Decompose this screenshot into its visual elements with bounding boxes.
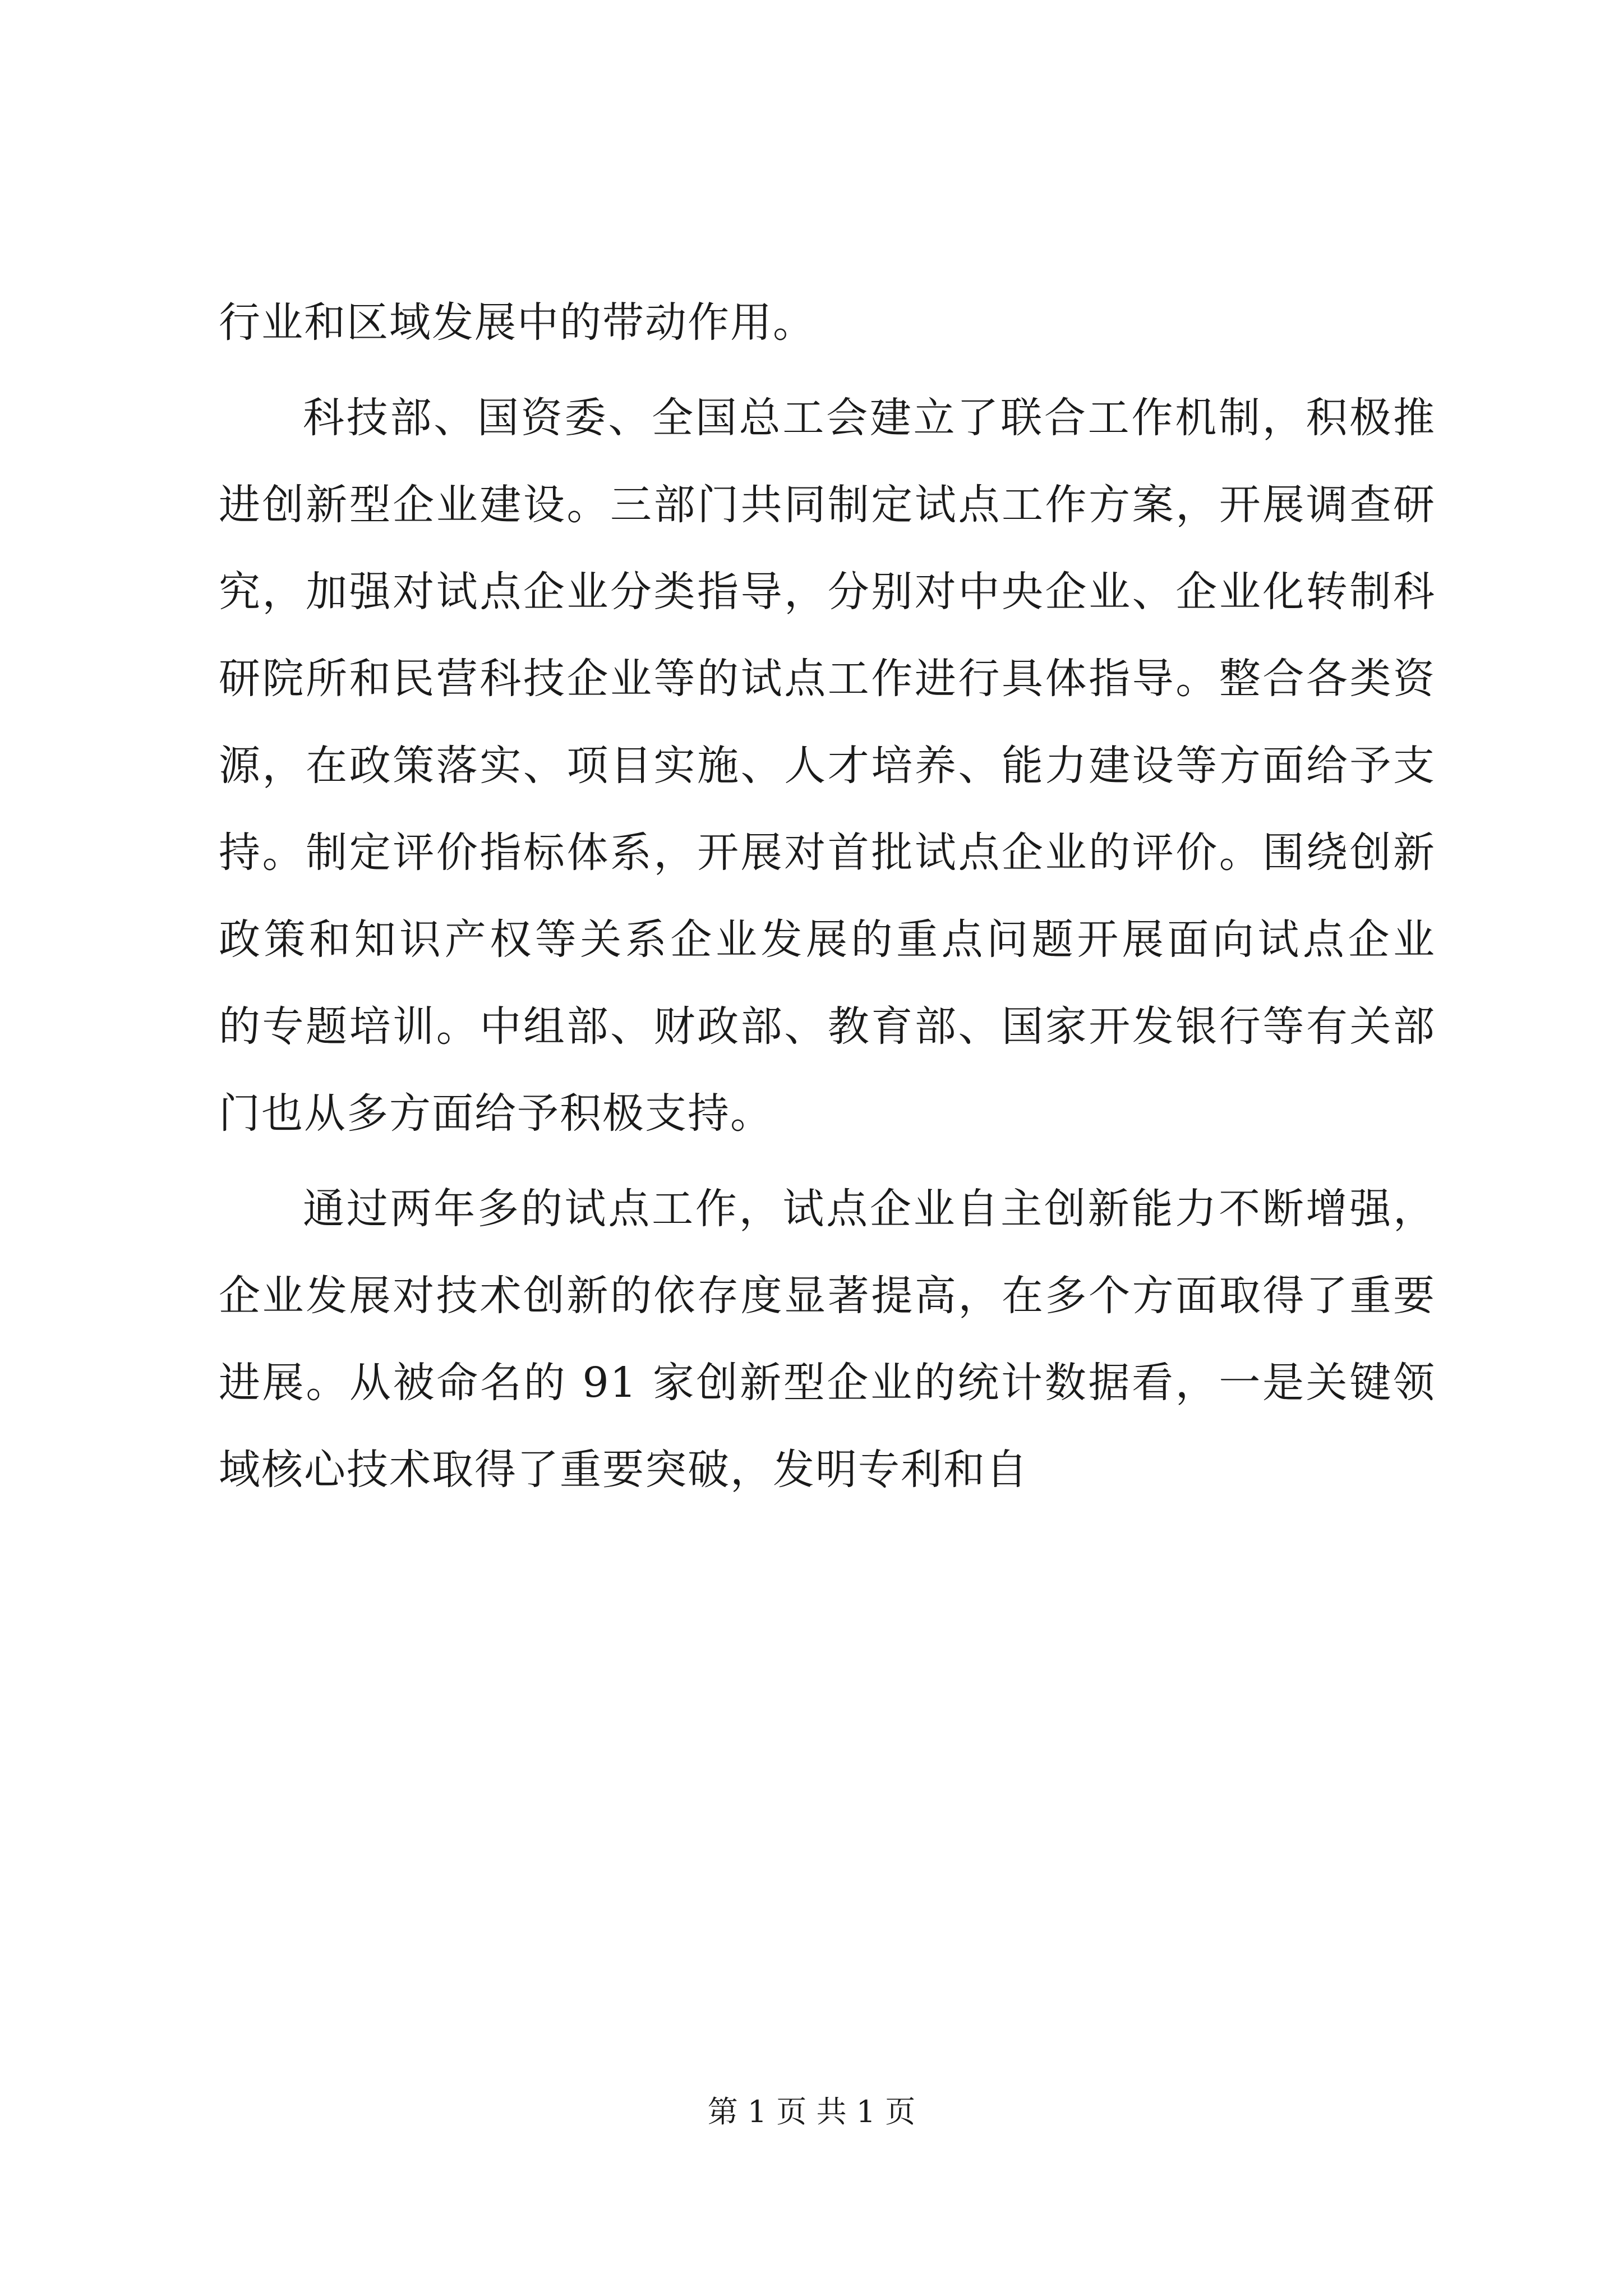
text-line: 科技部、国资委、全国总工会建立了联合工作机制，积极推	[303, 394, 1436, 442]
text-line: 进创新型企业建设。三部门共同制定试点工作方案，开展调查研	[219, 481, 1436, 529]
text-line: 门也从多方面给予积极支持。	[219, 1089, 773, 1138]
text-line: 究，加强对试点企业分类指导，分别对中央企业、企业化转制科	[219, 568, 1436, 616]
text-line: 行业和区域发展中的带动作用。	[219, 298, 815, 347]
page-footer: 第 1 页 共 1 页	[707, 2094, 916, 2129]
text-line: 研院所和民营科技企业等的试点工作进行具体指导。整合各类资	[219, 655, 1436, 703]
text-line: 政策和知识产权等关系企业发展的重点问题开展面向试点企业	[219, 915, 1436, 964]
text-line: 进展。从被命名的 91 家创新型企业的统计数据看，一是关键领	[219, 1359, 1436, 1407]
text-line: 通过两年多的试点工作，试点企业自主创新能力不断增强，	[303, 1185, 1436, 1233]
text-line: 源，在政策落实、项目实施、人才培养、能力建设等方面给予支	[219, 742, 1436, 790]
text-line: 域核心技术取得了重要突破，发明专利和自	[219, 1446, 1029, 1494]
text-line: 企业发展对技术创新的依存度显著提高，在多个方面取得了重要	[219, 1272, 1436, 1320]
text-line: 的专题培训。中组部、财政部、教育部、国家开发银行等有关部	[219, 1002, 1436, 1051]
text-line: 持。制定评价指标体系，开展对首批试点企业的评价。围绕创新	[219, 829, 1436, 877]
